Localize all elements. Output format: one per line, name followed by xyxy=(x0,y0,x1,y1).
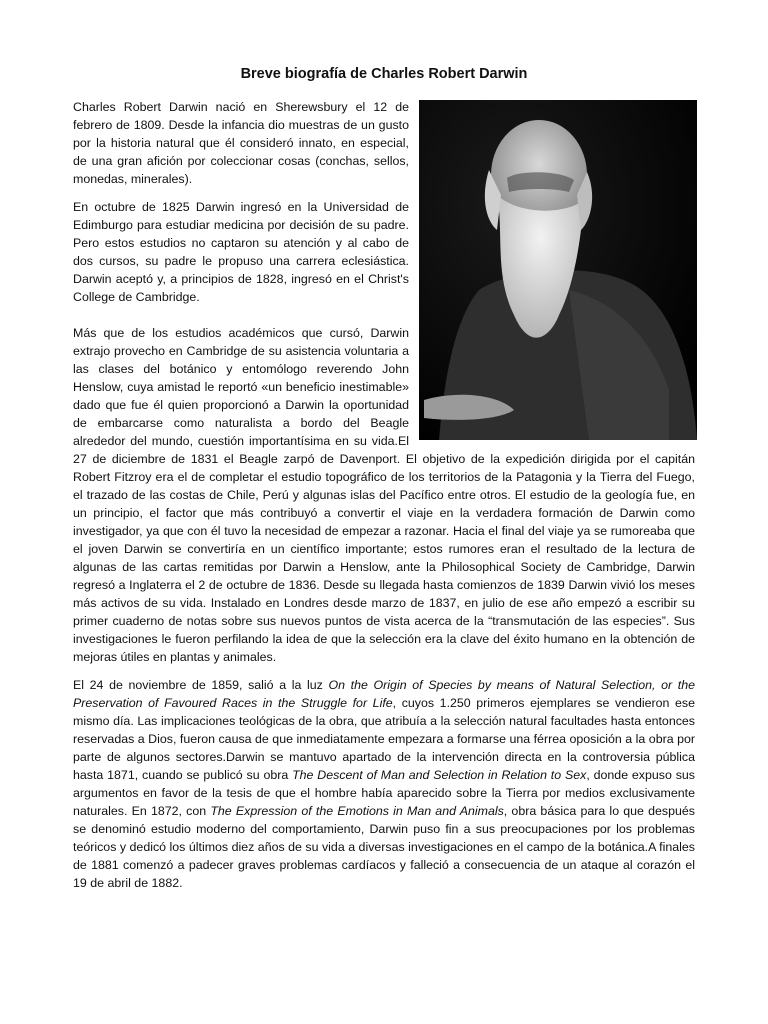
book-title-descent-of-man: The Descent of Man and Selection in Relation to Sex xyxy=(292,768,587,782)
page-title: Breve biografía de Charles Robert Darwin xyxy=(240,66,528,82)
p4-text-1: El 24 de noviembre de 1859, salió a la luz xyxy=(73,678,329,692)
portrait-image xyxy=(419,100,697,440)
paragraph-4 xyxy=(73,676,695,892)
book-title-origin-of-species: On the Origin of Species by means of Natural Selection, or the Preservation of Favoured Races in the Struggle for Life xyxy=(73,678,695,710)
book-title-expression-of-emotions: The Expression of the Emotions in Man and Animals xyxy=(210,804,504,818)
p4-text-4: , obra básica para lo que después se denominó estudio moderno del comportamiento, Darwin puso fin a sus preocupaciones por los problemas teóricos y dedicó los últimos diez años de su vida a diversas investigaciones en el campo de la botánica.A finales de 1881 comenzó a padecer graves problemas cardíacos y falleció a consecuencia de un ataque al corazón el 19 de abril de 1882. xyxy=(73,804,695,890)
paragraph-2: En octubre de 1825 Darwin ingresó en la Universidad de Edimburgo para estudiar medicina por decisión de su padre. Pero estos estudios no captaron su atención y al cabo de dos cursos, su padre le propuso una carrera eclesiástica. Darwin aceptó y, a principios de 1828, ingresó en el Christ's College de Cambridge. xyxy=(73,200,409,304)
p4-text-2: , cuyos 1.250 primeros ejemplares se vendieron ese mismo día. Las implicaciones teológicas de la obra, que atribuía a la selección natural facultades hasta entonces reservadas a Dios, fueron causa de que inmediatamente empezara a formarse una férrea oposición a la obra por parte de algunos sectores.Darwin se mantuvo apartado de la intervención directa en la controversia pública hasta 1871, cuando se publicó su obra xyxy=(73,696,695,782)
p4-text-3: , donde expuso sus argumentos en favor de la tesis de que el hombre había aparecido sobre la Tierra por medios exclusivamente naturales. En 1872, con xyxy=(73,768,695,818)
document-body xyxy=(73,98,695,902)
paragraph-3: Más que de los estudios académicos que cursó, Darwin extrajo provecho en Cambridge de su asistencia voluntaria a las clases del botánico y entomólogo reverendo John Henslow, cuya amistad le reportó «un beneficio inestimable» dado que fue él quien proporcionó a Darwin la oportunidad de embarcarse como naturalista a bordo del Beagle alrededor del mundo, cuestión importantísima en su vida.El 27 de diciembre de 1831 el Beagle zarpó de Davenport. El objetivo de la expedición dirigida por el capitán Robert Fitzroy era el de completar el estudio topográfico de los territorios de la Patagonia y la Tierra del Fuego, el trazado de las costas de Chile, Perú y algunas islas del Pacífico entre otros. El estudio de la geología fue, en un principio, el factor que más contribuyó a convertir el viaje en la verdadera formación de Darwin como investigador, ya que con él tuvo la necesidad de empezar a razonar. Hacia el final del viaje ya se rumoreaba que el joven Darwin se convertiría en un científico importante; estos rumores eran el resultado de la lectura de algunas de las cartas remitidas por Darwin a Henslow, ante la Philosophical Society de Cambridge, Darwin regresó a Inglaterra el 2 de octubre de 1836. Desde su llegada hasta comienzos de 1839 Darwin vivió los meses más activos de su vida. Instalado en Londres desde marzo de 1837, en julio de ese año empezó a escribir su primer cuaderno de notas sobre sus nuevos puntos de vista acerca de la “transmutación de las especies”. Sus investigaciones le fueron perfilando la idea de que la selección era la clave del éxito humano en la obtención de mejoras útiles en plantas y animales. xyxy=(73,326,695,664)
paragraph-1: Charles Robert Darwin nació en Sherewsbury el 12 de febrero de 1809. Desde la infancia dio muestras de un gusto por la historia natural que él consideró innato, en especial, de una gran afición por coleccionar cosas (conchas, sellos, monedas, minerales). xyxy=(73,100,409,186)
darwin-portrait-photo xyxy=(419,100,697,440)
